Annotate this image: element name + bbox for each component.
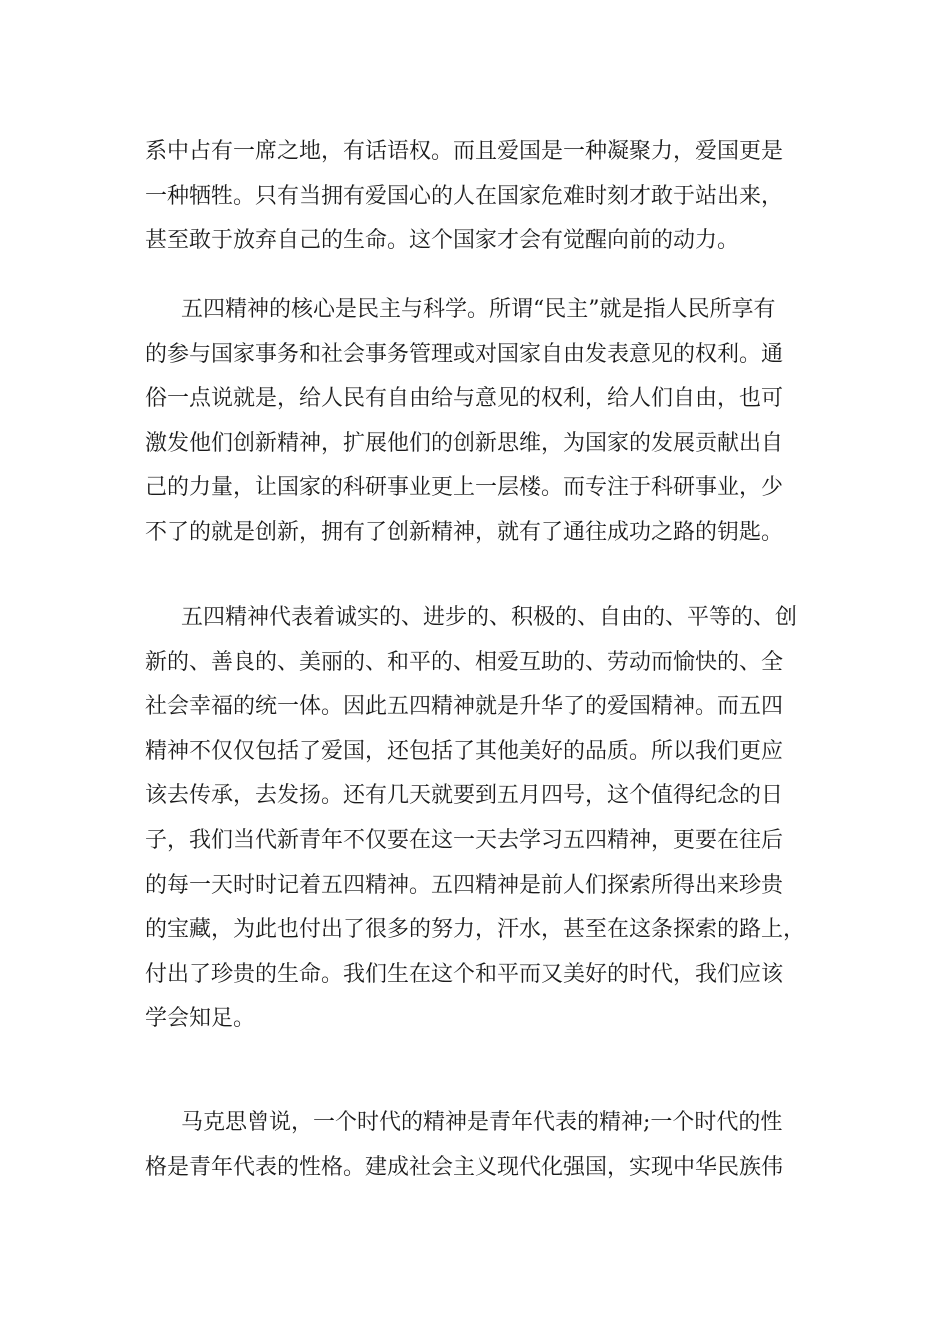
paragraph-4 bbox=[145, 1101, 815, 1190]
text-line: 激发他们创新精神，扩展他们的创新思维，为国家的发展贡献出自 bbox=[145, 430, 784, 456]
text-line: 五四精神的核心是民主与科学。所谓“民主”就是指人民所享有 bbox=[181, 297, 776, 322]
text-line: 社会幸福的统一体。因此五四精神就是升华了的爱国精神。而五四 bbox=[145, 694, 784, 720]
paragraph-1 bbox=[145, 130, 815, 264]
text-line: 付出了珍贵的生命。我们生在这个和平而又美好的时代，我们应该 bbox=[145, 961, 784, 987]
text-line: 一种牺牲。只有当拥有爱国心的人在国家危难时刻才敢于站出来， bbox=[145, 183, 784, 209]
text-line: 子，我们当代新青年不仅要在这一天去学习五四精神，更要在往后 bbox=[145, 827, 784, 853]
text-line: 该去传承，去发扬。还有几天就要到五月四号，这个值得纪念的日 bbox=[145, 783, 784, 809]
text-line: 甚至敢于放弃自己的生命。这个国家才会有觉醒向前的动力。 bbox=[145, 228, 740, 254]
text-line: 格是青年代表的性格。建成社会主义现代化强国，实现中华民族伟 bbox=[145, 1154, 784, 1180]
text-line: 新的、善良的、美丽的、和平的、相爱互助的、劳动而愉快的、全 bbox=[145, 649, 784, 675]
text-line: 马克思曾说，一个时代的精神是青年代表的精神;一个时代的性 bbox=[181, 1110, 783, 1135]
text-line: 系中占有一席之地，有话语权。而且爱国是一种凝聚力，爱国更是 bbox=[145, 139, 784, 164]
text-line: 的参与国家事务和社会事务管理或对国家自由发表意见的权利。通 bbox=[145, 341, 784, 367]
paragraph-3 bbox=[145, 596, 815, 1042]
text-line: 的每一天时时记着五四精神。五四精神是前人们探索所得出来珍贵 bbox=[145, 872, 784, 898]
text-line: 己的力量，让国家的科研事业更上一层楼。而专注于科研事业，少 bbox=[145, 475, 784, 501]
text-line: 学会知足。 bbox=[145, 1006, 256, 1032]
text-line: 五四精神代表着诚实的、进步的、积极的、自由的、平等的、创 bbox=[181, 605, 798, 630]
paragraph-2 bbox=[145, 288, 815, 556]
text-line: 不了的就是创新，拥有了创新精神，就有了通往成功之路的钥匙。 bbox=[145, 519, 784, 545]
text-line: 的宝藏，为此也付出了很多的努力，汗水，甚至在这条探索的路上， bbox=[145, 917, 806, 943]
text-line: 精神不仅仅包括了爱国，还包括了其他美好的品质。所以我们更应 bbox=[145, 738, 784, 764]
text-line: 俗一点说就是，给人民有自由给与意见的权利，给人们自由，也可 bbox=[145, 386, 784, 412]
